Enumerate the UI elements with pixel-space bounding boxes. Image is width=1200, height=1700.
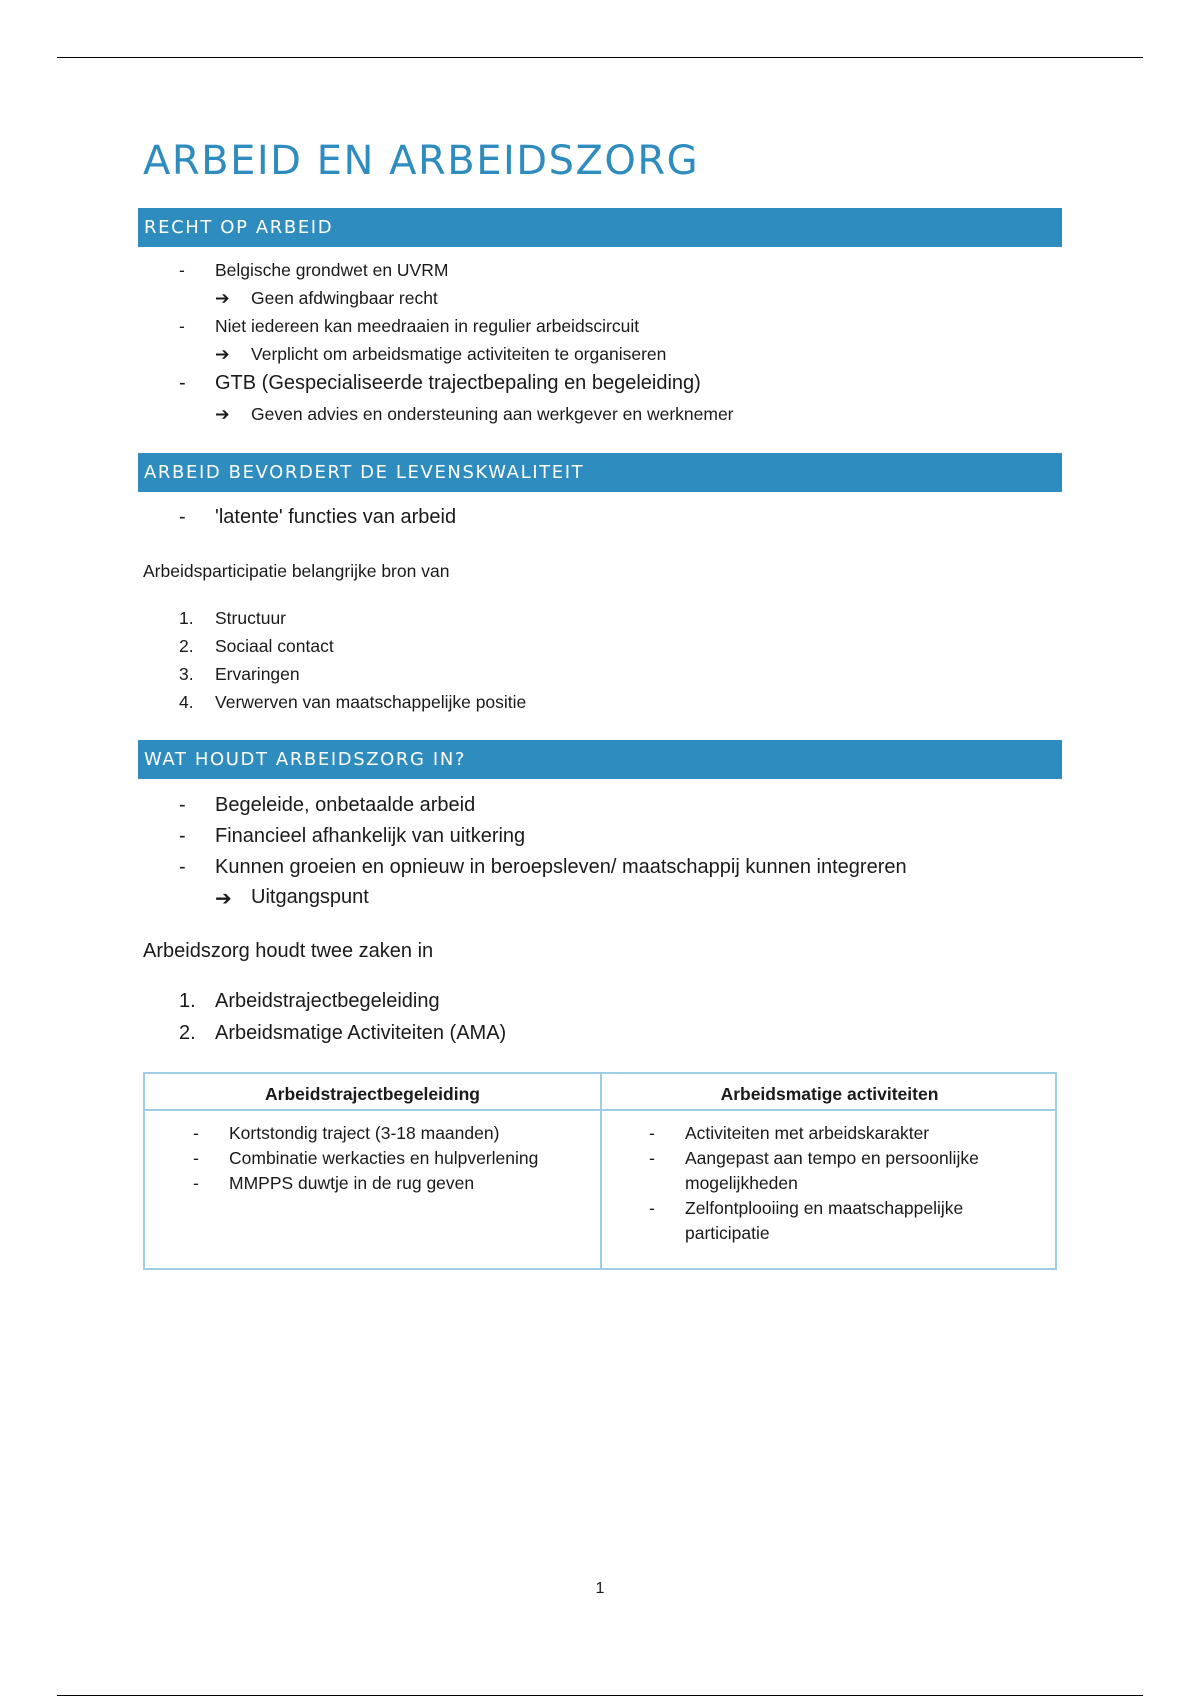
section-heading-levenskwaliteit: ARBEID BEVORDERT DE LEVENSKWALITEIT <box>138 453 1062 492</box>
table-cell-item: - Zelfontplooiing en maatschappelijke participatie <box>649 1198 964 1243</box>
arrow-right-icon: ➔ <box>215 888 232 910</box>
intro-text: Arbeidszorg houdt twee zaken in <box>143 940 434 962</box>
arrow-right-icon: ➔ <box>215 288 230 308</box>
top-rule <box>57 57 1143 58</box>
page-title: ARBEID EN ARBEIDSZORG <box>143 138 700 184</box>
table-header-arbeidsmatige-activiteiten: Arbeidsmatige activiteiten <box>720 1084 939 1104</box>
arrow-right-icon: ➔ <box>215 344 230 364</box>
section-heading-arbeidszorg: WAT HOUDT ARBEIDSZORG IN? <box>138 740 1062 779</box>
table-header-divider <box>145 1109 1055 1111</box>
arrow-right-icon: ➔ <box>215 404 230 424</box>
table-cell-item: - Activiteiten met arbeidskarakter <box>649 1123 930 1143</box>
bottom-rule <box>57 1695 1143 1696</box>
table-cell-list <box>649 1121 1009 1246</box>
table-cell-list <box>193 1121 583 1196</box>
table-cell-item: - Combinatie werkacties en hulpverlening <box>193 1148 539 1168</box>
section-heading-recht-op-arbeid: RECHT OP ARBEID <box>138 208 1062 247</box>
table-cell-item: - MMPPS duwtje in de rug geven <box>193 1173 475 1193</box>
comparison-table <box>143 1072 1057 1270</box>
page-number: 1 <box>595 1580 605 1597</box>
table-cell-item: - Aangepast aan tempo en persoonlijke mogelijkheden <box>649 1148 979 1193</box>
table-header-arbeidstrajectbegeleiding: Arbeidstrajectbegeleiding <box>265 1084 480 1104</box>
intro-text: Arbeidsparticipatie belangrijke bron van <box>143 561 450 581</box>
table-cell-item: - Kortstondig traject (3-18 maanden) <box>193 1123 500 1143</box>
